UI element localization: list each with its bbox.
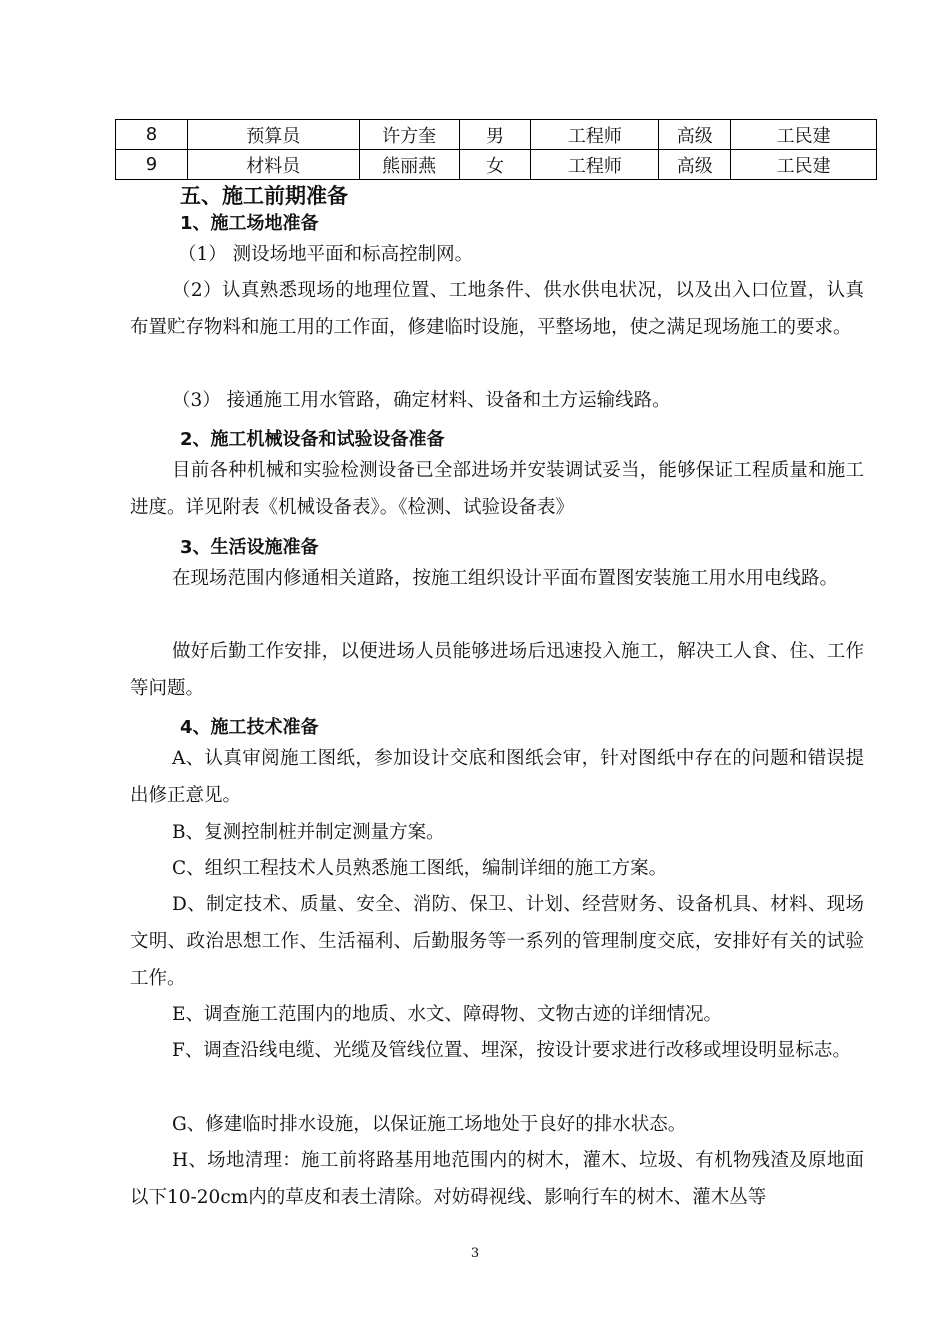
paragraph-3-1: 在现场范围内修通相关道路，按施工组织设计平面布置图安装施工用水用电线路。 xyxy=(172,568,839,589)
paragraph-3-2: 做好后勤工作安排，以便进场人员能够进场后迅速投入施工，解决工人食、住、工作等问题。 xyxy=(130,641,864,699)
paragraph-4-f: F、调查沿线电缆、光缆及管线位置、埋深，按设计要求进行改移或埋设明显标志。 xyxy=(172,1040,851,1061)
table-row xyxy=(116,120,877,150)
paragraph-4-c: C、组织工程技术人员熟悉施工图纸，编制详细的施工方案。 xyxy=(172,858,668,879)
cell-name: 熊丽燕 xyxy=(359,150,459,180)
paragraph-1-3: （3） 接通施工用水管路，确定材料、设备和土方运输线路。 xyxy=(172,390,671,411)
subsection-title-4: 4、施工技术准备 xyxy=(180,717,319,738)
cell-no: 9 xyxy=(116,150,188,180)
subsection-title-2: 2、施工机械设备和试验设备准备 xyxy=(180,429,445,450)
cell-role: 材料员 xyxy=(187,150,359,180)
cell-gender: 男 xyxy=(459,120,531,150)
paragraph-4-g: G、修建临时排水设施，以保证施工场地处于良好的排水状态。 xyxy=(172,1114,687,1135)
staff-table xyxy=(115,119,877,180)
paragraph-4-h: H、场地清理：施工前将路基用地范围内的树木，灌木、垃圾、有机物残渣及原地面以下10-20cm内的草皮和表土清除。对妨碍视线、影响行车的树木、灌木丛等 xyxy=(130,1150,864,1208)
cell-role: 预算员 xyxy=(187,120,359,150)
cell-major: 工民建 xyxy=(731,120,877,150)
cell-level: 高级 xyxy=(659,150,731,180)
subsection-title-3: 3、生活设施准备 xyxy=(180,537,319,558)
paragraph-4-e: E、调查施工范围内的地质、水文、障碍物、文物古迹的详细情况。 xyxy=(172,1004,723,1025)
cell-gender: 女 xyxy=(459,150,531,180)
section-title: 五、施工前期准备 xyxy=(180,184,348,208)
paragraph-1-2: （2）认真熟悉现场的地理位置、工地条件、供水供电状况，以及出入口位置，认真布置贮存物料和施工用的工作面，修建临时设施，平整场地，使之满足现场施工的要求。 xyxy=(130,280,864,338)
cell-name: 许方奎 xyxy=(359,120,459,150)
cell-no: 8 xyxy=(116,120,188,150)
subsection-title-1: 1、施工场地准备 xyxy=(180,213,319,234)
table-row xyxy=(116,150,877,180)
paragraph-2-1: 目前各种机械和实验检测设备已全部进场并安装调试妥当，能够保证工程质量和施工进度。详见附表《机械设备表》。《检测、试验设备表》 xyxy=(130,460,864,518)
paragraph-1-1: （1） 测设场地平面和标高控制网。 xyxy=(178,244,474,265)
cell-title: 工程师 xyxy=(531,150,659,180)
page-number: 3 xyxy=(470,1246,480,1261)
paragraph-4-b: B、复测控制桩并制定测量方案。 xyxy=(172,822,445,843)
cell-major: 工民建 xyxy=(731,150,877,180)
paragraph-4-a: A、认真审阅施工图纸，参加设计交底和图纸会审，针对图纸中存在的问题和错误提出修正意见。 xyxy=(130,748,864,806)
cell-title: 工程师 xyxy=(531,120,659,150)
paragraph-4-d: D、制定技术、质量、安全、消防、保卫、计划、经营财务、设备机具、材料、现场文明、政治思想工作、生活福利、后勤服务等一系列的管理制度交底，安排好有关的试验工作。 xyxy=(130,894,864,989)
cell-level: 高级 xyxy=(659,120,731,150)
